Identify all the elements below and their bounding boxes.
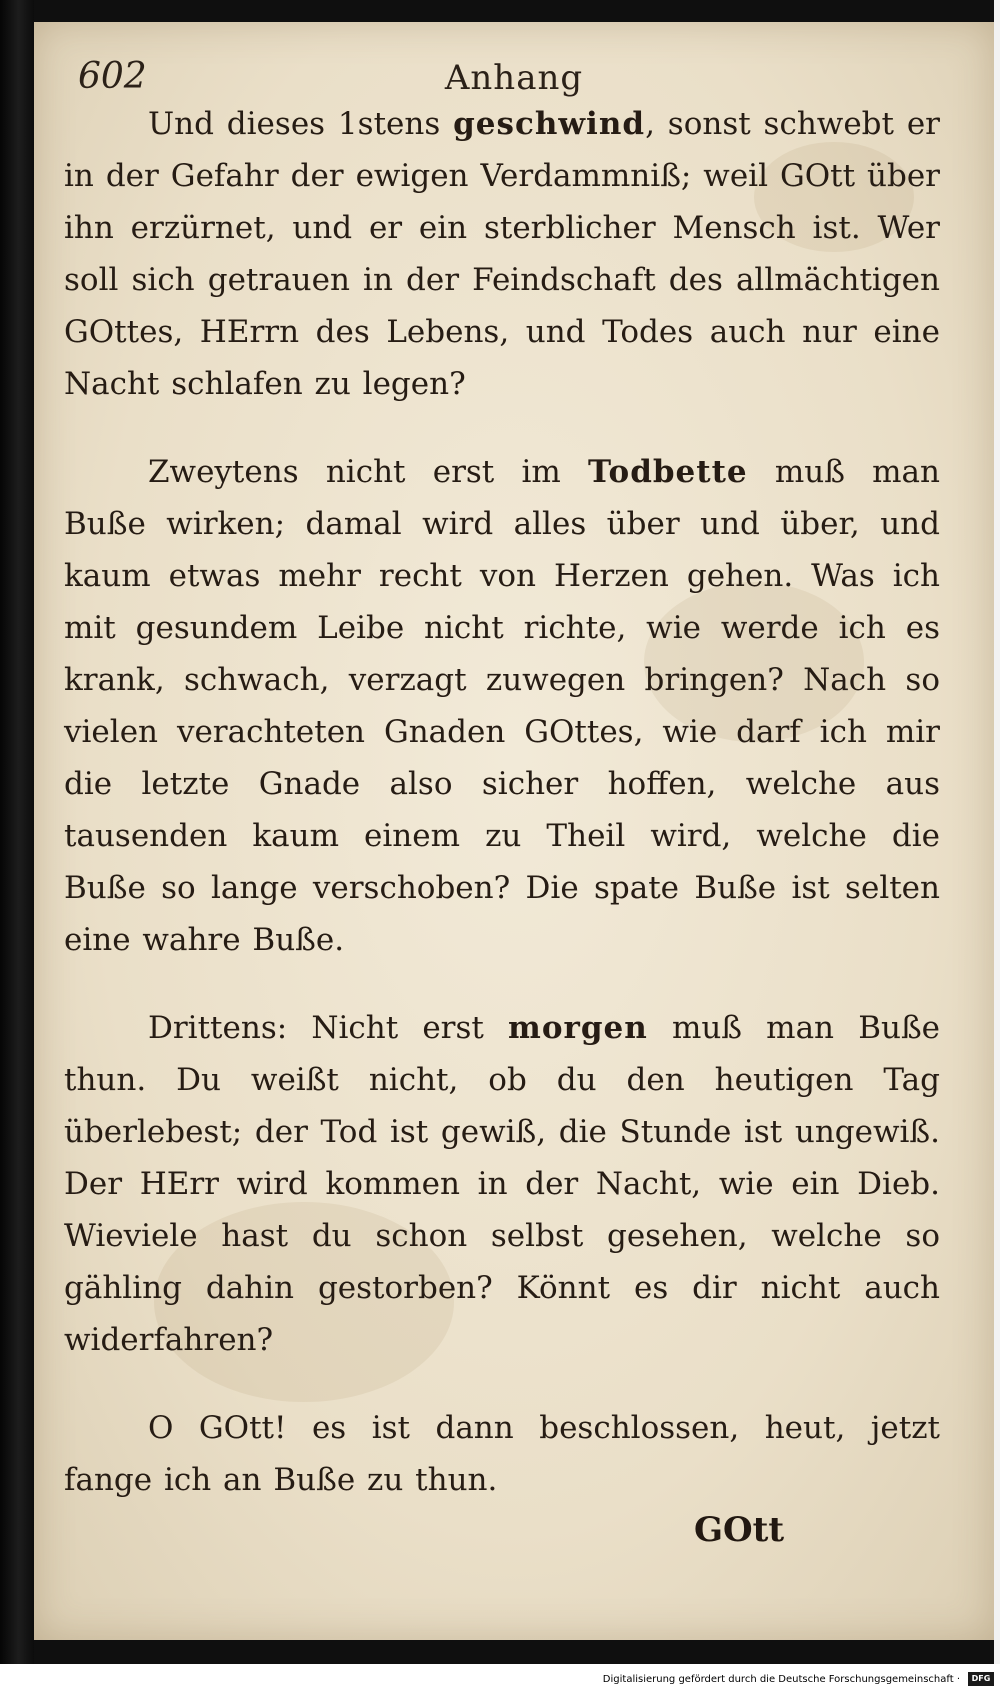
paragraph-text: muß man Buße thun. Du weißt nicht, ob du den heutigen Tag überlebest; der Tod ist gewiß, die Stunde ist ungewiß. Der HErr wird kommen in der Nacht, wie ein Dieb. Wieviele hast du schon selbst gesehen, welche so gähling dahin gestorben? Könnt es dir nicht auch widerfahren? (64, 1010, 940, 1358)
paragraph (64, 1002, 940, 1366)
page-header (34, 44, 994, 104)
emphasized-text: morgen (508, 1010, 648, 1046)
running-head: Anhang (444, 58, 584, 98)
paragraph-text: , sonst schwebt er in der Gefahr der ewigen Verdammniß; weil GOtt über ihn erzürnet, und er ein sterblicher Mensch ist. Wer soll sich getrauen in der Feindschaft des allmächtigen GOttes, HErrn des Lebens, und Todes auch nur eine Nacht schlafen zu legen? (64, 106, 940, 402)
digitization-credit: Digitalisierung gefördert durch die Deutsche Forschungsgemeinschaft · (602, 1674, 960, 1685)
paragraph (64, 446, 940, 966)
page-number: 602 (78, 56, 147, 97)
book-page (34, 22, 994, 1640)
dfg-logo: DFG (968, 1672, 994, 1686)
paragraph (64, 98, 940, 410)
paragraph-text: Drittens: Nicht erst (148, 1010, 509, 1046)
paragraph-text: Zweytens nicht erst im (148, 454, 589, 490)
book-binding-edge (0, 0, 34, 1664)
paragraph-text: Und dieses 1stens (148, 106, 454, 142)
scan-right-edge (994, 0, 1000, 1664)
paragraph-text: O GOtt! es ist dann beschlossen, heut, jetzt fange ich an Buße zu thun. (64, 1410, 940, 1498)
paragraph (64, 1402, 940, 1506)
emphasized-text: Todbette (588, 454, 748, 490)
body-text (64, 98, 940, 1542)
emphasized-text: geschwind (453, 106, 646, 142)
catchword: GOtt (694, 1510, 785, 1550)
paragraph-text: muß man Buße wirken; damal wird alles über und über, und kaum etwas mehr recht von Herzen gehen. Was ich mit gesundem Leibe nicht richte, wie werde ich es krank, schwach, verzagt zuwegen bringen? Nach so vielen verachteten Gnaden GOttes, wie darf ich mir die letzte Gnade also sicher hoffen, welche aus tausenden kaum einem zu Theil wird, welche die Buße so lange verschoben? Die spate Buße ist selten eine wahre Buße. (64, 454, 940, 958)
